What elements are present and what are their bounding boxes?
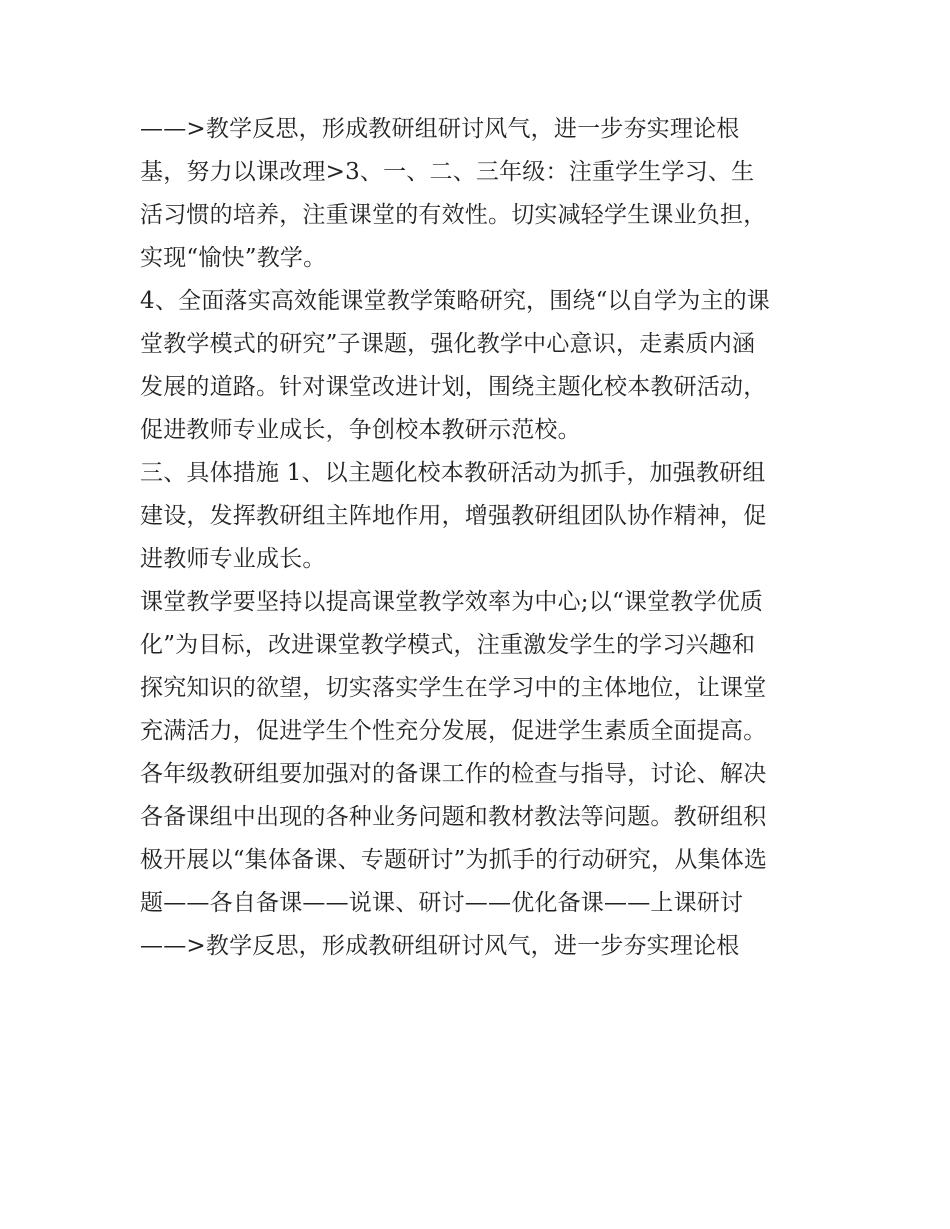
text-line: 课堂教学要坚持以提高课堂教学效率为中心;以“课堂教学优质: [140, 589, 764, 615]
text-line: 各备课组中出现的各种业务问题和教材教法等问题。教研组积: [140, 804, 767, 830]
text-line: ——>教学反思，形成教研组研讨风气，进一步夯实理论根: [140, 933, 740, 959]
text-line: 建设，发挥教研组主阵地作用，增强教研组团队协作精神，促: [140, 503, 767, 529]
text-line: 题——各自备课——说课、研讨——优化备课——上课研讨: [140, 890, 744, 916]
text-line: 充满活力，促进学生个性充分发展，促进学生素质全面提高。: [140, 718, 767, 744]
document-body: [140, 108, 820, 968]
text-line: 探究知识的欲望，切实落实学生在学习中的主体地位，让课堂: [140, 675, 767, 701]
text-line: 堂教学模式的研究”子课题，强化教学中心意识，走素质内涵: [140, 331, 756, 357]
text-line: 各年级教研组要加强对的备课工作的检查与指导，讨论、解决: [140, 761, 767, 787]
text-line: 进教师专业成长。: [140, 546, 326, 572]
text-line: 三、具体措施 1、以主题化校本教研活动为抓手，加强教研组: [140, 460, 766, 486]
text-line: 化”为目标，改进课堂教学模式，注重激发学生的学习兴趣和: [140, 632, 756, 658]
text-line: 4、全面落实高效能课堂教学策略研究，围绕“以自学为主的课: [140, 288, 770, 314]
text-line: 实现“愉快”教学。: [140, 245, 327, 271]
text-line: ——>教学反思，形成教研组研讨风气，进一步夯实理论根: [140, 116, 740, 142]
text-line: 促进教师专业成长，争创校本教研示范校。: [140, 417, 581, 443]
text-line: 发展的道路。针对课堂改进计划，围绕主题化校本教研活动，: [140, 374, 767, 400]
text-line: 基，努力以课改理>3、一、二、三年级：注重学生学习、生: [140, 159, 755, 185]
text-line: 活习惯的培养，注重课堂的有效性。切实减轻学生课业负担，: [140, 202, 767, 228]
text-line: 极开展以“集体备课、专题研讨”为抓手的行动研究，从集体选: [140, 847, 768, 873]
